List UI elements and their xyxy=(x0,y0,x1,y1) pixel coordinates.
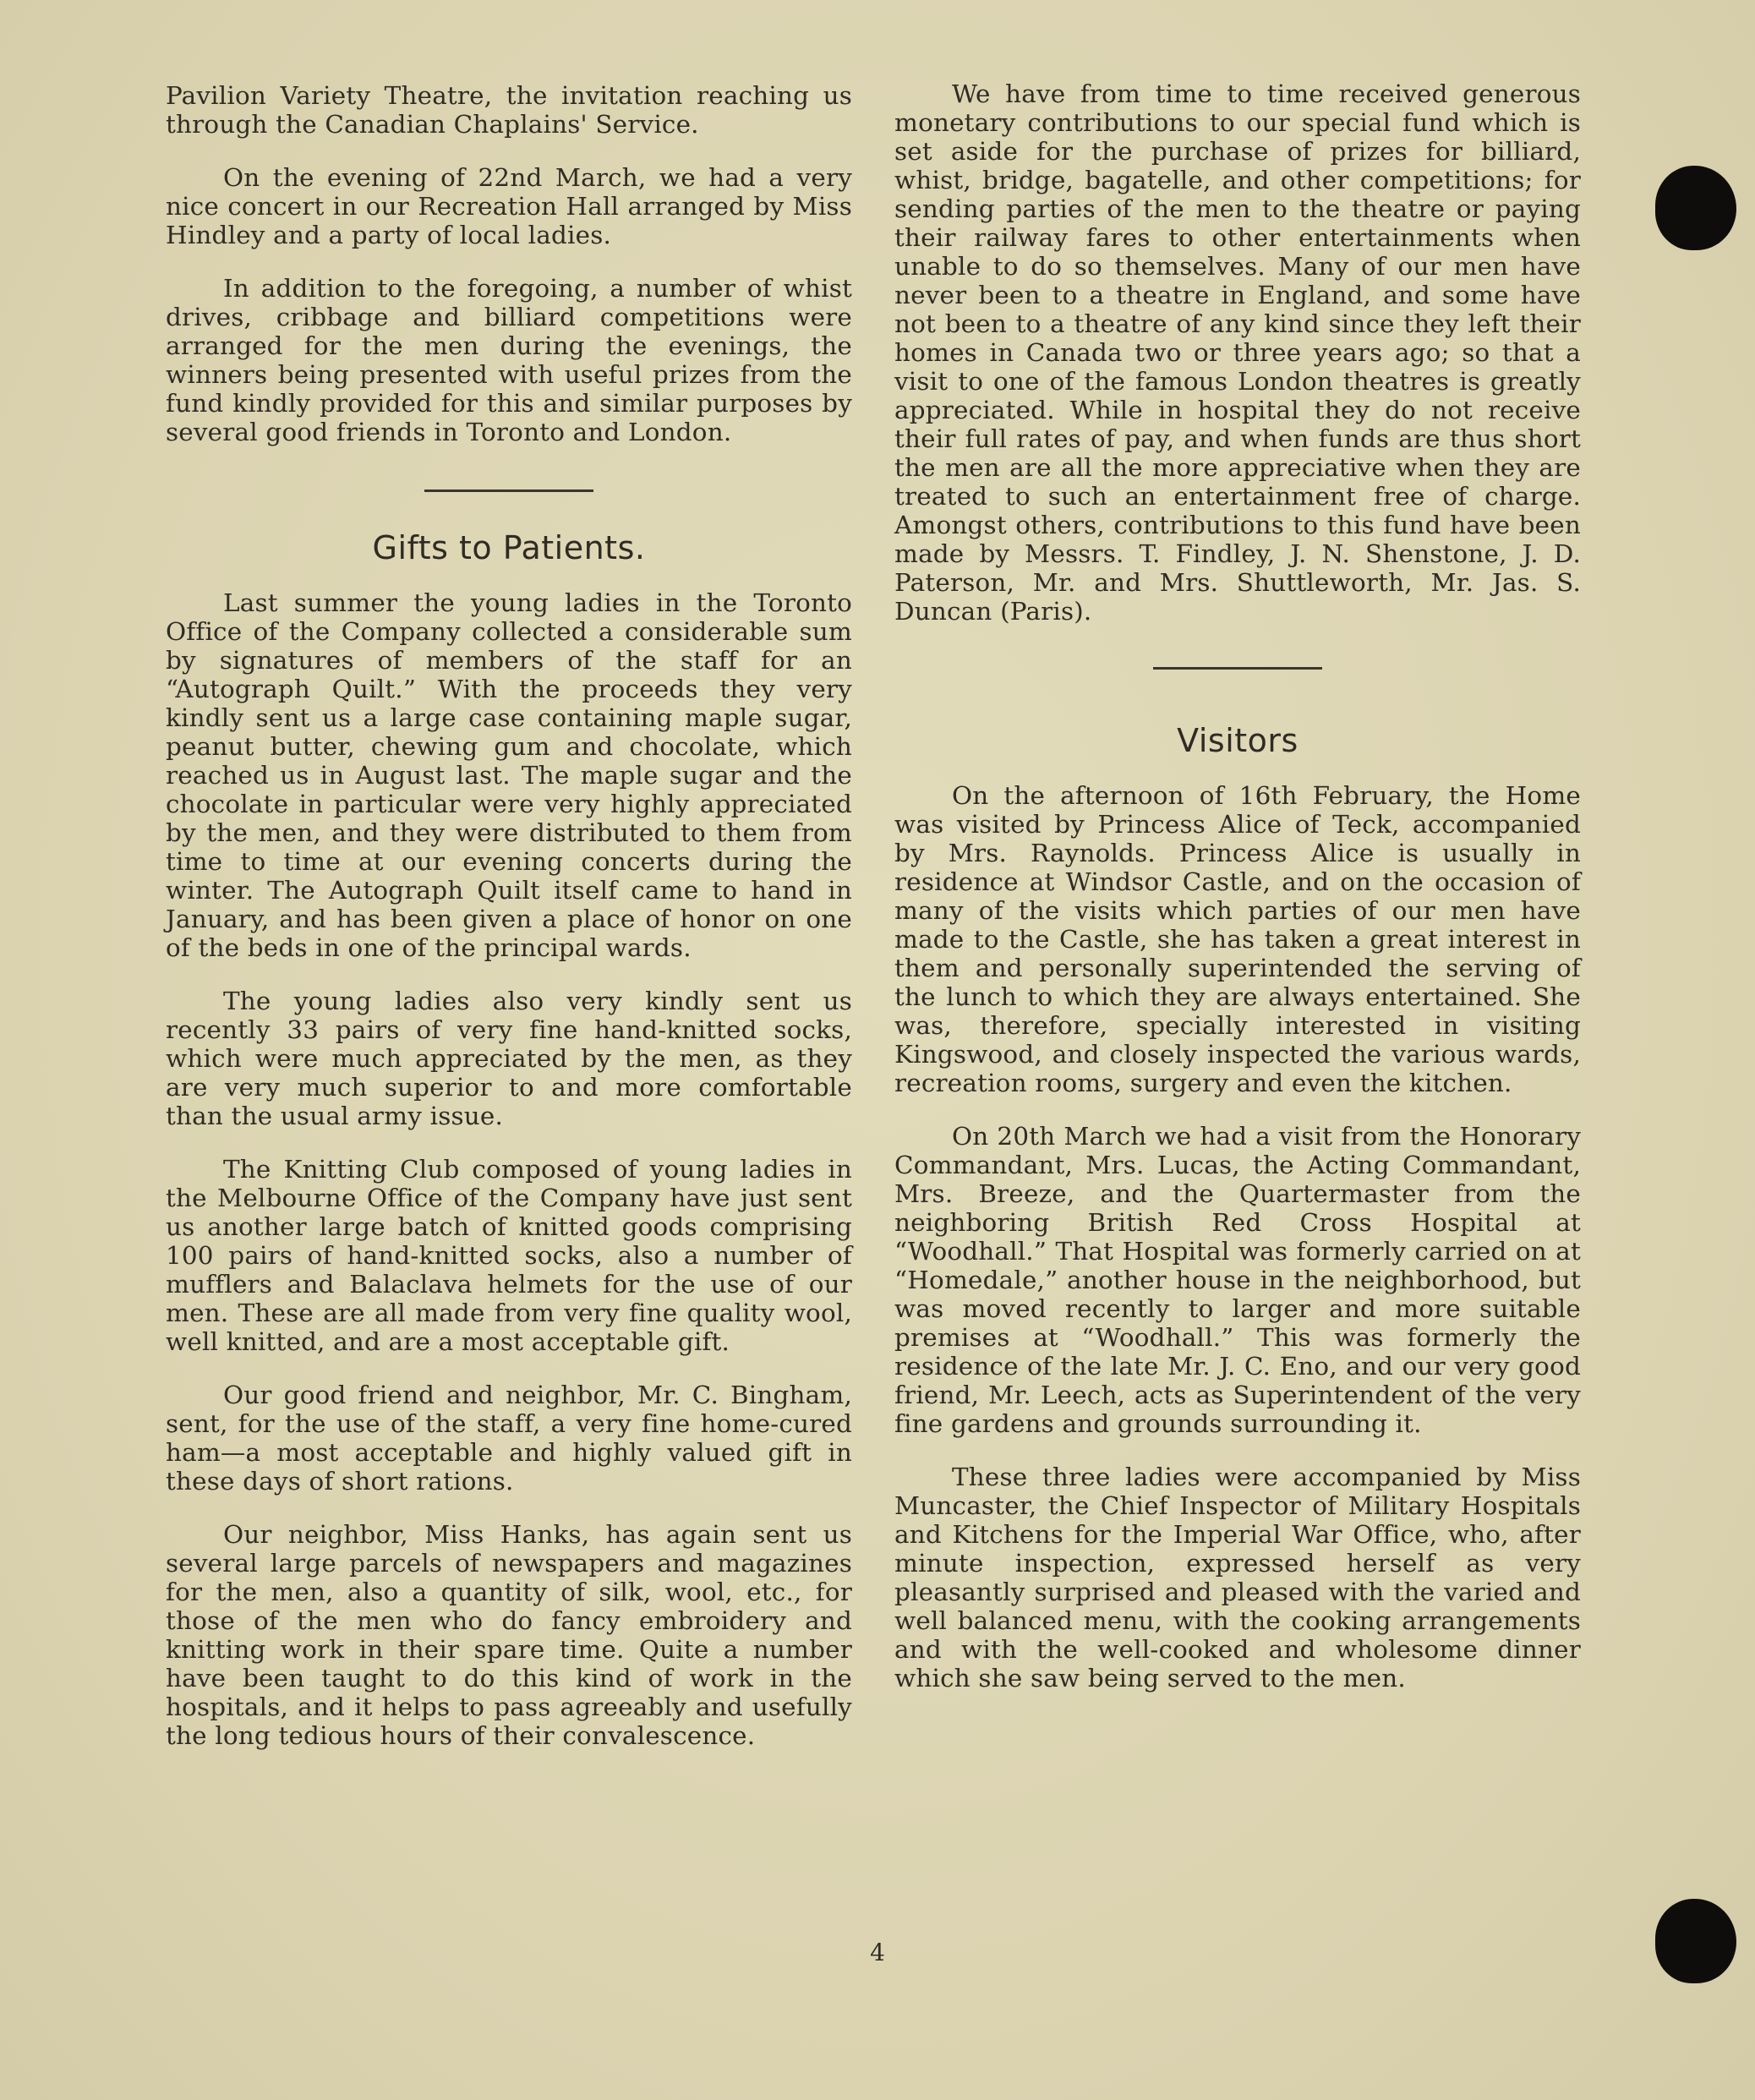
paragraph: Last summer the young ladies in the Toronto Office of the Company collected a considerable sum by signatures of members of the staff for an “Autograph Quilt.” With the proceeds they very kindly sent us a large case containing maple sugar, peanut butter, chewing gum and chocolate, which reached us in August last. The maple sugar and the chocolate in particular were very highly appreciated by the men, and they were distributed to them from time to time at our evening concerts during the winter. The Autograph Quilt itself came to hand in January, and has been given a place of honor on one of the beds in one of the principal wards. xyxy=(166,588,852,962)
paragraph: Our good friend and neighbor, Mr. C. Bingham, sent, for the use of the staff, a very fine home-cured ham—a most acceptable and highly valued gift in these days of short rations. xyxy=(166,1381,852,1496)
paragraph: We have from time to time received generous monetary contributions to our special fund which is set aside for the purchase of prizes for billiard, whist, bridge, bagatelle, and other competitions; for sending parties of the men to the theatre or paying their railway fares to other entertainments when unable to do so themselves. Many of our men have never been to a theatre in England, and some have not been to a theatre of any kind since they left their homes in Canada two or three years ago; so that a visit to one of the famous London theatres is greatly appreciated. While in hospital they do not receive their full rates of pay, and when funds are thus short the men are all the more appreciative when they are treated to such an entertainment free of charge. Amongst others, contributions to this fund have been made by Messrs. T. Findley, J. N. Shenstone, J. D. Paterson, Mr. and Mrs. Shuttleworth, Mr. Jas. S. Duncan (Paris). xyxy=(894,79,1581,626)
paragraph: On the afternoon of 16th February, the Home was visited by Princess Alice of Teck, accompanied by Mrs. Raynolds. Princess Alice is usually in residence at Windsor Castle, and on the occasion of many of the visits which parties of our men have made to the Castle, she has taken a great interest in them and personally superintended the serving of the lunch to which they are always entertained. She was, therefore, specially interested in visiting Kingswood, and closely inspected the various wards, recreation rooms, surgery and even the kitchen. xyxy=(894,781,1581,1097)
left-column xyxy=(166,81,852,1775)
paragraph: In addition to the foregoing, a number of whist drives, cribbage and billiard competitions were arranged for the men during the evenings, the winners being presented with useful prizes from the fund kindly provided for this and similar purposes by several good friends in Toronto and London. xyxy=(166,274,852,446)
binder-hole xyxy=(1655,166,1736,250)
paragraph: Pavilion Variety Theatre, the invitation reaching us through the Canadian Chaplains' Service. xyxy=(166,81,852,139)
page-number: 4 xyxy=(870,1939,885,1966)
paragraph: Our neighbor, Miss Hanks, has again sent us several large parcels of newspapers and magazines for the men, also a quantity of silk, wool, etc., for those of the men who do fancy embroidery and knitting work in their spare time. Quite a number have been taught to do this kind of work in the hospitals, and it helps to pass agreeably and usefully the long tedious hours of their convalescence. xyxy=(166,1520,852,1750)
paragraph: On 20th March we had a visit from the Honorary Commandant, Mrs. Lucas, the Acting Commandant, Mrs. Breeze, and the Quartermaster from the neighboring British Red Cross Hospital at “Woodhall.” That Hospital was formerly carried on at “Homedale,” another house in the neighborhood, but was moved recently to larger and more suitable premises at “Woodhall.” This was formerly the residence of the late Mr. J. C. Eno, and our very good friend, Mr. Leech, acts as Superintendent of the very fine gardens and grounds surrounding it. xyxy=(894,1122,1581,1438)
right-column xyxy=(894,79,1581,1717)
paragraph: On the evening of 22nd March, we had a very nice concert in our Recreation Hall arranged by Miss Hindley and a party of local ladies. xyxy=(166,163,852,249)
paragraph: These three ladies were accompanied by Miss Muncaster, the Chief Inspector of Military Hospitals and Kitchens for the Imperial War Office, who, after minute inspection, expressed herself as very pleasantly surprised and pleased with the varied and well balanced menu, with the cooking arrangements and with the well-cooked and wholesome dinner which she saw being served to the men. xyxy=(894,1463,1581,1693)
binder-hole xyxy=(1655,1899,1736,1983)
section-heading-visitors: Visitors xyxy=(1177,722,1298,759)
paragraph: The young ladies also very kindly sent us recently 33 pairs of very fine hand-knitted socks, which were much appreciated by the men, as they are very much superior to and more comfortable than the usual army issue. xyxy=(166,987,852,1130)
section-heading-gifts: Gifts to Patients. xyxy=(372,529,646,566)
paragraph: The Knitting Club composed of young ladies in the Melbourne Office of the Company have just sent us another large batch of knitted goods comprising 100 pairs of hand-knitted socks, also a number of mufflers and Balaclava helmets for the use of our men. These are all made from very fine quality wool, well knitted, and are a most acceptable gift. xyxy=(166,1155,852,1356)
